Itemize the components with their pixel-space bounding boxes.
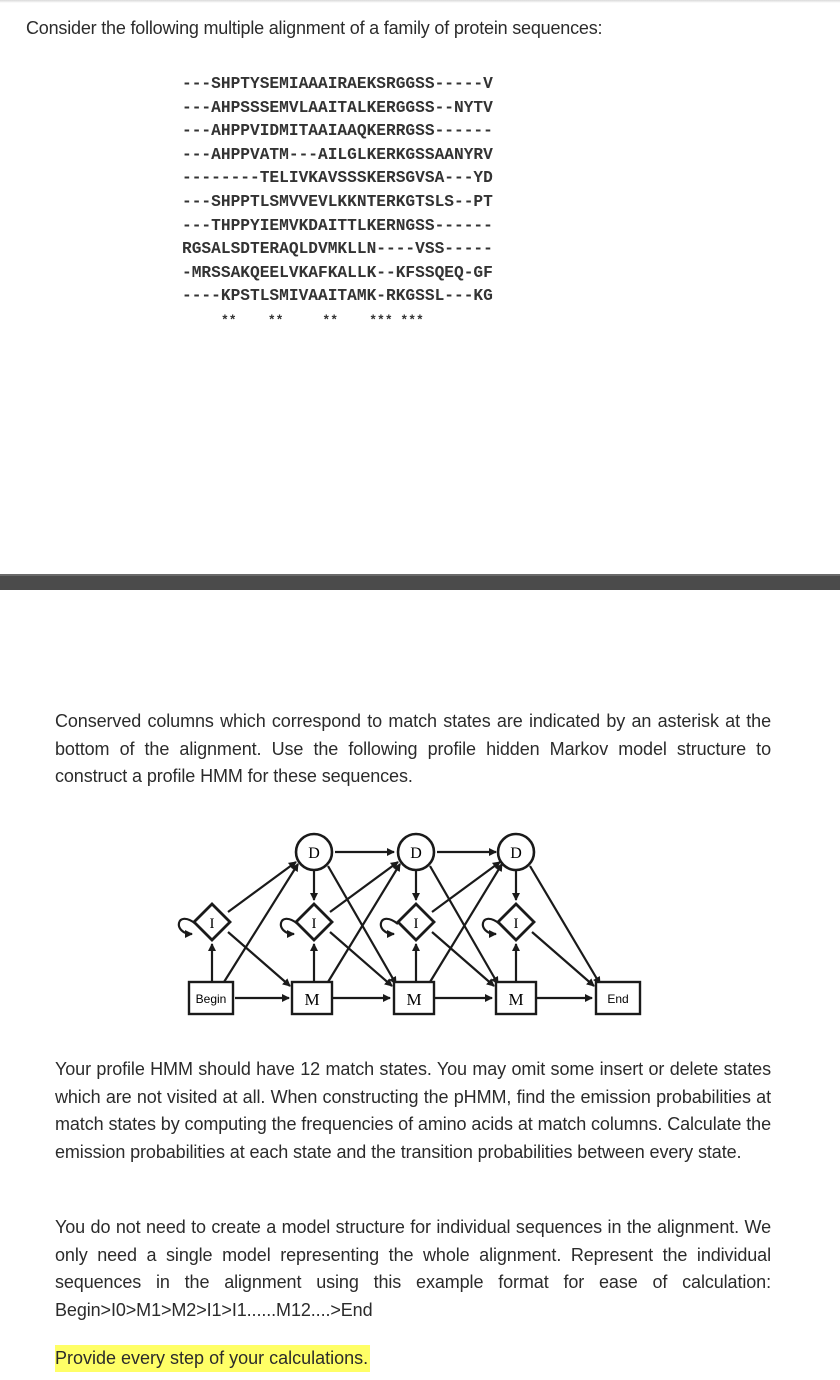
delete-state [296,834,332,870]
instructions-paragraph: Conserved columns which correspond to match states are indicated by an asterisk at the bottom of the alignment. Use the following profile hidden Markov model structure to construct a profile HMM for these sequences. [55,711,771,786]
insert-state [194,904,230,940]
alignment-sequence: ---SHPTYSEMIAAAIRAEKSRGGSS-----V [182,75,493,93]
alignment-sequence: ---THPPYIEMVKDAITTLKERNGSS------ [182,216,493,235]
insert-state-label: I [513,916,519,932]
profile-hmm-diagram [164,822,654,1027]
section-divider [0,574,840,590]
alignment-sequence: --------TELIVKAVSSSKERSGVSA---YD [182,169,493,188]
match-state [394,982,434,1014]
match-state-label: M [508,990,524,1009]
match-state [496,982,536,1014]
insert-state-label: I [209,916,215,932]
highlighted-instruction: Provide every step of your calculations. [55,1345,370,1372]
begin-state [189,982,233,1014]
insert-state-label: I [413,916,419,932]
delete-state [398,834,434,870]
match-state-label: M [304,990,320,1009]
insert-state [498,904,534,940]
delete-state-label: D [308,845,320,862]
requirements-paragraph: Your profile HMM should have 12 match states. You may omit some insert or delete states which are not visited at all. When constructing the pHMM, find the emission probabilities at match states by computing the frequencies of amino acids at match columns. Calculate the emission probabilities at each state and the transition probabilities between every state. [55,1059,771,1162]
alignment-sequence: ---SHPPTLSMVVEVLKKNTERKGTSLS--PT [182,192,493,211]
alignment-sequence: ----KPSTLSMIVAAITAMK-RKGSSL---KG [182,287,493,306]
insert-self-loop [381,919,398,934]
conservation-markers: ** ** ** *** *** [182,312,424,328]
multiple-alignment [182,73,493,329]
end-state-label: End [607,992,629,1006]
insert-state-label: I [311,916,317,932]
delete-state [498,834,534,870]
top-edge [0,0,840,3]
delete-state-label: D [410,845,422,862]
alignment-sequence: ---AHPPVATM---AILGLKERKGSSAANYRV [182,145,493,164]
alignment-sequence: -MRSSAKQEELVKAFKALLK--KFSSQEQ-GF [182,263,493,282]
insert-state [296,904,332,940]
alignment-sequence: ---AHPPVIDMITAAIAAQKERRGSS------ [182,122,493,141]
insert-state [398,904,434,940]
match-state-label: M [406,990,422,1009]
end-state [596,982,640,1014]
match-state [292,982,332,1014]
begin-state-label: Begin [195,992,227,1006]
intro-text: Consider the following multiple alignment of a family of protein sequences: [26,18,603,38]
format-paragraph: You do not need to create a model structure for individual sequences in the alignment. We only need a single model representing the whole alignment. Represent the individual sequences in the alignment using this example format for ease of calculation: Begin>I0>M1>M2>I1>I1......M12....>End [55,1217,771,1320]
alignment-sequence: RGSALSDTERAQLDVMKLLN----VSS----- [182,240,493,259]
alignment-sequence: ---AHPSSSEMVLAAITALKERGGSS--NYTV [182,98,493,117]
delete-state-label: D [510,845,522,862]
